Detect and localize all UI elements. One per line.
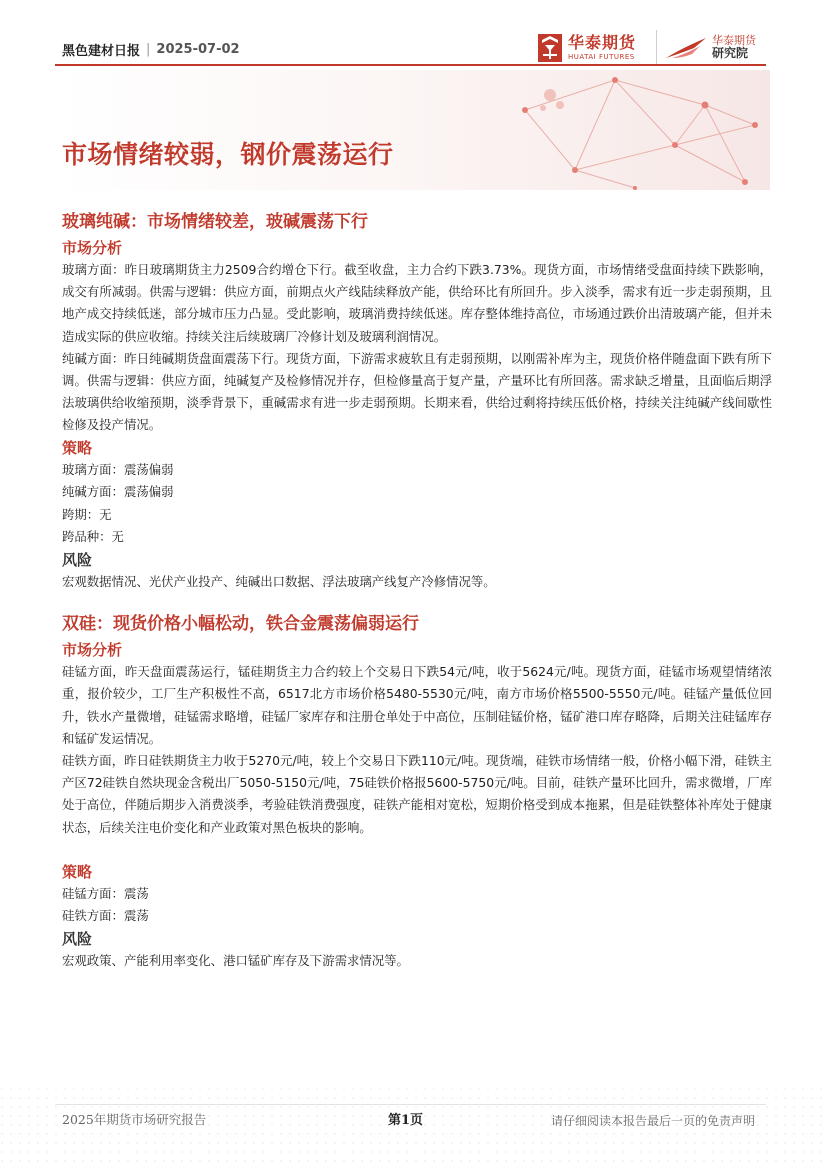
spacer bbox=[62, 839, 772, 861]
market-analysis-heading: 市场分析 bbox=[62, 239, 123, 257]
risk-heading: 风险 bbox=[62, 929, 93, 948]
section-title: 玻璃纯碱：市场情绪较差，玻碱震荡下行 bbox=[62, 212, 368, 232]
report-date: 2025-07-02 bbox=[156, 42, 240, 57]
strategy-heading: 策略 bbox=[62, 862, 93, 881]
institute-line1: 华泰期货 bbox=[712, 33, 756, 47]
title-banner bbox=[55, 70, 770, 190]
disclaimer-note: 请仔细阅读本报告最后一页的免责声明 bbox=[551, 1114, 756, 1128]
risk-text: 宏观政策、产能利用率变化、港口锰矿库存及下游需求情况等。 bbox=[62, 952, 409, 968]
risk-heading: 风险 bbox=[62, 550, 93, 569]
strategy-item: 硅锰方面：震荡 bbox=[62, 885, 149, 901]
market-analysis-heading: 市场分析 bbox=[62, 641, 123, 660]
page-title: 市场情绪较弱，钢价震荡运行 bbox=[62, 140, 394, 169]
report-content bbox=[62, 207, 772, 972]
footer-report-label: 2025年期货市场研究报告 bbox=[62, 1112, 207, 1127]
section-glass-soda bbox=[62, 207, 772, 593]
logo-en-text: HUATAI FUTURES bbox=[568, 53, 635, 61]
page-number: 第1页 bbox=[388, 1113, 424, 1128]
logo-cn-text: 华泰期货 bbox=[568, 33, 637, 52]
risk-text: 宏观数据情况、光伏产业投产、纯碱出口数据、浮法玻璃产线复产冷修情况等。 bbox=[62, 573, 496, 589]
header-rule bbox=[55, 64, 766, 66]
analysis-paragraph: 硅锰方面，昨天盘面震荡运行，锰硅期货主力合约较上个交易日下跌54元/吨，收于5624元/吨。现货方面，硅锰市场观望情绪浓重，报价较少，工厂生产积极性不高，6517北方市场价格5480-5530元/吨，南方市场价格5500-5550元/吨。硅锰产量低位回升，铁水产量微增，硅锰需求略增，硅锰厂家库存和注册仓单处于中高位，压制硅锰价格，锰矿港口库存略降，后期关注硅锰库存和锰矿发运情况。 bbox=[62, 664, 772, 746]
analysis-paragraph: 纯碱方面：昨日纯碱期货盘面震荡下行。现货方面，下游需求疲软且有走弱预期，以刚需补库为主，现货价格伴随盘面下跌有所下调。供需与逻辑：供应方面，纯碱复产及检修情况并存，但检修量高于复产量，产量环比有所回落。需求缺乏增量，且面临后期浮法玻璃供给收缩预期，淡季背景下，重碱需求有进一步走弱预期。长期来看，供给过剩将持续压低价格，持续关注纯碱产线间歇性检修及投产情况。 bbox=[62, 350, 772, 433]
huatai-logo-icon bbox=[538, 34, 562, 62]
section-silicon-alloys bbox=[62, 609, 772, 972]
strategy-item: 跨期：无 bbox=[62, 506, 112, 522]
report-meta bbox=[62, 40, 240, 59]
strategy-item: 硅铁方面：震荡 bbox=[62, 908, 149, 924]
huatai-futures-logo bbox=[538, 30, 636, 66]
section-title: 双硅：现货价格小幅松动，铁合金震荡偏弱运行 bbox=[62, 614, 419, 635]
logo-divider bbox=[656, 30, 657, 64]
research-institute-logo bbox=[664, 30, 756, 66]
page-header bbox=[0, 0, 826, 80]
report-name: 黑色建材日报 bbox=[62, 44, 141, 59]
strategy-heading: 策略 bbox=[62, 438, 93, 457]
network-decoration bbox=[55, 70, 770, 190]
strategy-item: 纯碱方面：震荡偏弱 bbox=[62, 484, 174, 500]
footer-rule bbox=[55, 1104, 766, 1105]
meta-separator: | bbox=[146, 42, 151, 57]
arrow-logo-icon bbox=[664, 34, 708, 62]
strategy-item: 跨品种：无 bbox=[62, 529, 124, 545]
strategy-item: 玻璃方面：震荡偏弱 bbox=[62, 461, 174, 477]
analysis-paragraph: 硅铁方面，昨日硅铁期货主力收于5270元/吨，较上个交易日下跌110元/吨。现货端，硅铁市场情绪一般，价格小幅下滑，硅铁主产区72硅铁自然块现金含税出厂5050-5150元/吨，75硅铁价格报5600-5750元/吨。目前，硅铁产量环比回升，需求微增，厂库处于高位，伴随后期步入消费淡季，考验硅铁消费强度，硅铁产能相对宽松，短期价格受到成本拖累，但是硅铁整体补库处于健康状态，后续关注电价变化和产业政策对黑色板块的影响。 bbox=[62, 752, 772, 835]
institute-line2: 研究院 bbox=[712, 46, 749, 61]
analysis-paragraph: 玻璃方面：昨日玻璃期货主力2509合约增仓下行。截至收盘，主力合约下跌3.73%。现货方面，市场情绪受盘面持续下跌影响，成交有所减弱。供需与逻辑：供应方面，前期点火产线陆续释放产能，供给环比有所回升。步入淡季，需求有近一步走弱预期，且地产成交持续低迷，部分城市压力凸显。受此影响，玻璃消费持续低迷。库存整体维持高位，市场通过跌价出清玻璃产能，但并未造成实际的供应收缩。持续关注后续玻璃厂冷修计划及玻璃利润情况。 bbox=[62, 262, 772, 344]
